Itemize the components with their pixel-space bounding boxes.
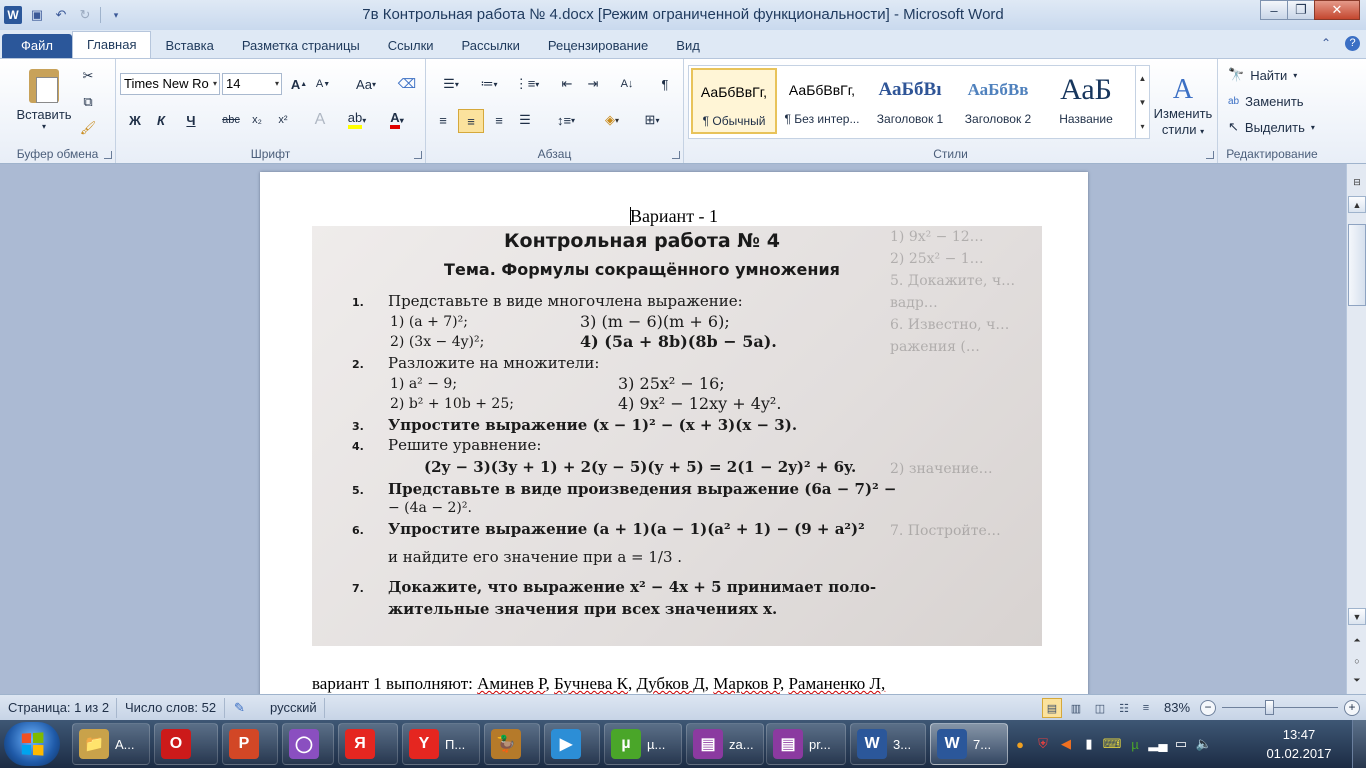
window-controls (1260, 0, 1360, 20)
minimize-button[interactable]: – (1260, 0, 1288, 20)
taskbar-word-7-icon: W (937, 729, 967, 759)
font-name-combo[interactable] (120, 73, 220, 95)
taskbar-item-label: µ... (647, 736, 666, 752)
style-normal[interactable] (691, 68, 777, 134)
volume-icon[interactable]: 🔈 (1195, 736, 1213, 751)
taskbar-app[interactable] (282, 723, 334, 765)
font-size-dropdown-icon: ▾ (274, 79, 279, 88)
previous-page-icon[interactable]: ⏶ (1353, 635, 1361, 645)
numbering-icon[interactable]: ≔ ▾ (480, 76, 498, 91)
student-name: Марков Р (713, 674, 780, 693)
title-bar (0, 0, 1366, 30)
tab-home[interactable]: Главная (72, 31, 151, 58)
styles-group-label: Стили (933, 147, 968, 161)
show-desktop-button[interactable] (1352, 720, 1366, 768)
close-button[interactable]: ✕ (1314, 0, 1360, 20)
taskbar-yandex[interactable] (402, 723, 480, 765)
qat-separator (100, 7, 101, 23)
borders-icon[interactable]: ⊞ ▾ (644, 112, 660, 127)
taskbar-app-duck[interactable] (484, 723, 540, 765)
taskbar-media-player[interactable] (544, 723, 600, 765)
undo-icon[interactable]: ↶ (55, 7, 67, 22)
change-case-button[interactable] (350, 73, 382, 95)
ghost-line: вадр… (890, 295, 938, 311)
next-page-icon[interactable]: ⏷ (1353, 675, 1361, 685)
draft-view-icon[interactable]: ≡ (1142, 702, 1150, 714)
taskbar-utorrent-icon: µ (611, 729, 641, 759)
problem-number: 7. (352, 582, 364, 595)
ghost-line: 5. Докажите, ч… (890, 273, 1016, 289)
taskbar-app-duck-icon: 🦆 (491, 729, 521, 759)
scan-topic: Тема. Формулы сокращённого умножения (444, 260, 840, 279)
student-name: Аминев Р (477, 674, 546, 693)
underline-button[interactable]: Ч (186, 112, 196, 128)
paragraph-launcher-icon[interactable] (672, 151, 680, 159)
font-name-value: Times New Ro (124, 76, 209, 91)
tray-flag-icon[interactable]: ▮ (1085, 736, 1093, 751)
format-painter-icon[interactable]: 🖌 (79, 120, 97, 135)
problem-number: 1. (352, 296, 364, 309)
find-label: Найти (1250, 67, 1288, 83)
tray-keyboard-icon[interactable]: ⌨ (1102, 736, 1122, 751)
style-sample: АаБбВı (878, 79, 942, 100)
editing-group-label: Редактирование (1226, 147, 1318, 161)
style-name: ¶ Без интер... (784, 112, 860, 126)
problem-number: 6. (352, 524, 364, 537)
font-name-dropdown-icon: ▾ (212, 79, 217, 88)
change-styles-button[interactable]: A Изменить стили ▾ (1153, 74, 1213, 137)
style-heading-2[interactable] (955, 68, 1041, 134)
gallery-more-icon[interactable]: ▾ (1140, 121, 1145, 131)
select-dropdown-icon: ▾ (1310, 122, 1315, 132)
replace-icon: ab (1228, 95, 1240, 107)
highlight-color-icon[interactable]: ab ▾ (342, 109, 372, 131)
problem-5-cont: − (4a − 2)². (388, 500, 472, 516)
styles-gallery (688, 65, 1150, 139)
taskbar-yandex-browser-icon: Я (345, 729, 375, 759)
ribbon-tabs (0, 30, 1366, 58)
editing-group (1218, 59, 1326, 163)
paragraph-group (426, 59, 684, 163)
grow-font-icon[interactable]: A ▲ (290, 76, 308, 92)
variant-heading-text: Вариант - 1 (629, 206, 719, 226)
ghost-line: 2) 25x² − 1… (890, 251, 984, 267)
ghost-line: 1) 9x² − 12… (890, 229, 984, 245)
taskbar-winrar-za[interactable] (686, 723, 764, 765)
taskbar-utorrent[interactable] (604, 723, 682, 765)
taskbar-yandex-browser[interactable] (338, 723, 398, 765)
select-label: Выделить (1244, 119, 1305, 135)
style-sample: АаБбВв (967, 80, 1029, 99)
full-screen-reading-icon[interactable]: ▥ (1070, 702, 1082, 715)
problem-number: 5. (352, 484, 364, 497)
taskbar-item-label: 7... (973, 736, 992, 752)
bold-button[interactable]: Ж (129, 112, 141, 128)
taskbar-explorer[interactable] (72, 723, 150, 765)
problem-3 (352, 416, 797, 434)
paragraph-group-label: Абзац (537, 147, 572, 161)
taskbar-powerpoint[interactable] (222, 723, 278, 765)
tab-page-layout[interactable]: Разметка страницы (241, 38, 360, 53)
font-size-combo[interactable] (222, 73, 282, 95)
problem-6-cont: и найдите его значение при a = 1/3 . (388, 548, 683, 566)
problem-2-item: 2) b² + 10b + 25; (390, 396, 514, 412)
paste-icon (29, 69, 59, 103)
page-indicator[interactable]: Страница: 1 из 2 (8, 700, 110, 715)
document-page[interactable] (260, 172, 1088, 694)
styles-gallery-scroll[interactable] (1135, 66, 1149, 138)
zoom-slider-track[interactable] (1222, 707, 1338, 708)
tab-mailings[interactable]: Рассылки (461, 38, 520, 53)
style-no-spacing[interactable] (779, 68, 865, 134)
scanned-task-image (312, 226, 1042, 646)
taskbar-word-3-icon: W (857, 729, 887, 759)
clipboard-launcher-icon[interactable] (104, 151, 112, 159)
vertical-scrollbar[interactable] (1346, 164, 1366, 694)
document-area[interactable] (0, 164, 1346, 694)
clock[interactable] (1262, 725, 1336, 763)
clock-time: 13:47 (1282, 727, 1316, 742)
find-button[interactable] (1228, 65, 1297, 85)
style-name: Название (1059, 112, 1113, 126)
problem-number: 4. (352, 440, 364, 453)
find-dropdown-icon: ▾ (1293, 70, 1298, 80)
scan-title: Контрольная работа № 4 (504, 230, 780, 252)
taskbar-winrar-pr-icon: ▤ (773, 729, 803, 759)
ruler-toggle-icon[interactable]: ⊟ (1353, 177, 1361, 187)
taskbar-item-label: П... (445, 736, 466, 752)
problem-2-item: 3) 25x² − 16; (618, 374, 725, 393)
replace-label: Заменить (1245, 93, 1304, 109)
problem-1-item: 2) (3x − 4y)²; (390, 334, 485, 350)
ribbon (0, 58, 1366, 164)
problem-text: Упростите выражение (x − 1)² − (x + 3)(x − 3). (388, 416, 798, 434)
ghost-line: 6. Известно, ч… (890, 317, 1010, 333)
browse-object-icon[interactable]: ○ (1354, 655, 1360, 666)
shield-icon[interactable]: ⛨ (1038, 736, 1048, 751)
style-sample: АаБ (1060, 73, 1112, 106)
taskbar-app-icon: ◯ (289, 729, 319, 759)
change-styles-icon: A (1172, 74, 1194, 105)
student-name: Раманенко Л, (788, 674, 886, 693)
copy-icon[interactable]: ⧉ (83, 94, 93, 109)
clipboard-group-label: Буфер обмена (16, 147, 99, 161)
problem-text: Решите уравнение: (388, 436, 542, 454)
paste-dropdown-icon: ▾ (41, 122, 46, 131)
strikethrough-button[interactable]: abc (222, 114, 240, 126)
taskbar-opera-icon: O (161, 729, 191, 759)
problem-text: Представьте в виде многочлена выражение: (388, 292, 743, 310)
problem-number: 3. (352, 420, 364, 433)
paste-label: Вставить (16, 107, 72, 122)
problem-5 (352, 480, 896, 498)
ribbon-right-controls (1321, 36, 1360, 51)
windows-taskbar (0, 720, 1366, 768)
tab-references[interactable]: Ссылки (387, 38, 434, 53)
style-heading-1[interactable] (867, 68, 953, 134)
replace-button[interactable] (1228, 91, 1304, 111)
style-name: Заголовок 1 (876, 112, 944, 126)
style-title[interactable] (1043, 68, 1129, 134)
taskbar-item-label: pr... (809, 736, 831, 752)
status-separator (116, 698, 117, 718)
taskbar-yandex-icon: Y (409, 729, 439, 759)
italic-button[interactable]: К (157, 112, 165, 128)
web-layout-icon[interactable]: ◫ (1094, 702, 1106, 715)
problem-text: Представьте в виде произведения выражение (6a − 7)² − (388, 480, 897, 498)
clock-date: 01.02.2017 (1266, 746, 1332, 761)
problem-1-item: 1) (a + 7)²; (390, 314, 468, 330)
problem-2 (352, 354, 599, 372)
change-styles-label: Изменить (1153, 106, 1213, 121)
cut-icon[interactable]: ✂ (82, 68, 94, 83)
problem-7-cont: жительные значения при всех значениях x. (388, 600, 778, 618)
taskbar-word-7[interactable] (930, 723, 1008, 765)
tab-view[interactable]: Вид (676, 38, 700, 53)
zoom-slider-thumb[interactable] (1265, 700, 1274, 715)
word-count[interactable]: Число слов: 52 (125, 700, 217, 715)
find-icon: 🔭 (1228, 67, 1245, 82)
windows-logo-icon (22, 732, 44, 755)
style-sample: АаБбВвГг, (788, 82, 856, 98)
student-name: Дубков Д (636, 674, 705, 693)
scroll-down-icon[interactable]: ▼ (1348, 608, 1366, 625)
superscript-icon[interactable]: x² (278, 114, 288, 126)
restore-button[interactable]: ❐ (1287, 0, 1315, 20)
problem-1-item: 3) (m − 6)(m + 6); (580, 312, 730, 331)
network-icon[interactable]: ▂▄ (1148, 736, 1168, 751)
justify-icon[interactable]: ☰ (519, 112, 531, 127)
proofing-icon[interactable]: ✎ (234, 700, 245, 715)
show-formatting-icon[interactable]: ¶ (661, 76, 669, 92)
font-group (116, 59, 426, 163)
problem-1 (352, 292, 743, 310)
problem-1-item: 4) (5a + 8b)(8b − 5a). (580, 332, 777, 351)
taskbar-media-player-icon: ▶ (551, 729, 581, 759)
zoom-in-icon[interactable]: + (1344, 700, 1360, 716)
problem-4 (352, 436, 541, 454)
align-right-icon[interactable]: ≡ (495, 112, 503, 128)
students-line-prefix: вариант 1 выполняют: (312, 674, 478, 693)
problem-text: Докажите, что выражение x² − 4x + 5 принимает поло- (388, 578, 877, 596)
shrink-font-icon[interactable]: A ▼ (315, 78, 331, 90)
clipboard-group (0, 59, 116, 163)
align-left-icon[interactable]: ≡ (439, 112, 447, 128)
tray-app-icon[interactable]: ● (1016, 736, 1024, 752)
shading-icon[interactable]: ◈ ▾ (604, 112, 619, 127)
styles-launcher-icon[interactable] (1206, 151, 1214, 159)
scroll-thumb[interactable] (1348, 224, 1366, 306)
scan-bleed-through-text (872, 226, 1042, 646)
zoom-out-icon[interactable]: − (1200, 700, 1216, 716)
problem-4-equation: (2y − 3)(3y + 1) + 2(y − 5)(y + 5) = 2(1 − 2y)² + 6y. (424, 458, 857, 476)
style-name: Заголовок 2 (964, 112, 1032, 126)
change-styles-label-2: стили (1161, 122, 1197, 137)
tray-utorrent-icon[interactable]: µ (1131, 736, 1139, 752)
tab-file[interactable]: Файл (2, 34, 72, 58)
ghost-line: ражения (… (890, 339, 980, 355)
scroll-up-icon[interactable]: ▲ (1348, 196, 1366, 213)
window-title: 7в Контрольная работа № 4.docx [Режим ограниченной функциональности] - Microsoft Word (362, 6, 1004, 23)
gallery-up-icon[interactable]: ▲ (1138, 73, 1147, 83)
sort-icon[interactable]: A↓ (620, 78, 634, 90)
paste-button[interactable] (14, 65, 74, 135)
variant-heading[interactable] (260, 206, 1088, 227)
save-icon[interactable]: ▣ (30, 7, 44, 22)
select-cursor-icon: ↖ (1228, 119, 1239, 134)
subscript-icon[interactable]: x₂ (252, 114, 262, 126)
style-sample: АаБбВвГг, (700, 84, 768, 100)
problem-text: Разложите на множители: (388, 354, 600, 372)
taskbar-powerpoint-icon: P (229, 729, 259, 759)
bullets-icon[interactable]: ☰ ▾ (443, 76, 459, 91)
quick-access-toolbar (0, 0, 125, 30)
problem-6 (352, 520, 865, 538)
status-separator (224, 698, 225, 718)
font-size-value: 14 (226, 76, 241, 91)
students-line[interactable]: вариант 1 выполняют: Аминев Р, Бучнева К, Дубков Д, Марков Р, Раманенко Л, (312, 674, 886, 693)
align-center-icon[interactable]: ≡ (458, 109, 484, 133)
text-effects-icon[interactable]: A (314, 111, 326, 128)
tab-review[interactable]: Рецензирование (547, 38, 649, 53)
print-layout-view-icon[interactable]: ▤ (1042, 698, 1062, 718)
tab-insert[interactable]: Вставка (165, 38, 214, 53)
customize-qat-icon[interactable]: ▾ (113, 9, 119, 20)
status-bar (0, 694, 1366, 720)
minimize-ribbon-icon[interactable]: ⌃ (1320, 36, 1331, 50)
ghost-line: 2) значение… (890, 461, 993, 477)
font-color-icon[interactable]: A ▾ (382, 109, 412, 131)
taskbar-item-label: 3... (893, 736, 912, 752)
taskbar-winrar-za-icon: ▤ (693, 729, 723, 759)
taskbar-word-3[interactable] (850, 723, 926, 765)
multilevel-list-icon[interactable]: ⋮≡ ▾ (514, 76, 540, 91)
taskbar-item-label: za... (729, 736, 754, 752)
display-icon[interactable]: ▭ (1174, 736, 1188, 751)
clear-formatting-icon[interactable]: ⌫ (397, 76, 417, 91)
system-tray (1012, 720, 1212, 768)
problem-2-item: 1) a² − 9; (390, 376, 458, 392)
zoom-level[interactable]: 83% (1164, 700, 1191, 715)
change-case-dropdown-icon: ▾ (371, 79, 376, 89)
gallery-down-icon[interactable]: ▼ (1138, 97, 1147, 107)
language-indicator[interactable]: русский (270, 700, 317, 715)
problem-2-item: 4) 9x² − 12xy + 4y². (618, 394, 782, 413)
start-button[interactable] (4, 722, 60, 766)
taskbar-explorer-icon: 📁 (79, 729, 109, 759)
line-spacing-icon[interactable]: ↕≡ ▾ (556, 112, 576, 128)
font-launcher-icon[interactable] (414, 151, 422, 159)
problem-number: 2. (352, 358, 364, 371)
change-case-label: Aa (356, 76, 372, 92)
ghost-line: 7. Постройте… (890, 523, 1001, 539)
font-group-label: Шрифт (250, 147, 291, 161)
select-button[interactable] (1228, 117, 1315, 137)
taskbar-item-label: А... (115, 736, 135, 752)
problem-text: Упростите выражение (a + 1)(a − 1)(a² + 1) − (9 + a²)² (388, 520, 865, 538)
increase-indent-icon[interactable]: ⇥ (587, 76, 599, 91)
style-name: ¶ Обычный (702, 114, 766, 128)
student-name: Бучнева К (554, 674, 628, 693)
status-separator (324, 698, 325, 718)
tray-speaker-app-icon[interactable]: ◀ (1061, 736, 1071, 751)
outline-view-icon[interactable]: ☷ (1119, 702, 1129, 715)
taskbar-opera[interactable] (154, 723, 218, 765)
help-icon[interactable]: ? (1345, 36, 1360, 51)
word-app-icon[interactable]: W (4, 6, 22, 24)
problem-7 (352, 578, 876, 596)
decrease-indent-icon[interactable]: ⇤ (561, 76, 573, 91)
taskbar-winrar-pr[interactable] (766, 723, 846, 765)
redo-icon[interactable]: ↻ (79, 7, 91, 22)
